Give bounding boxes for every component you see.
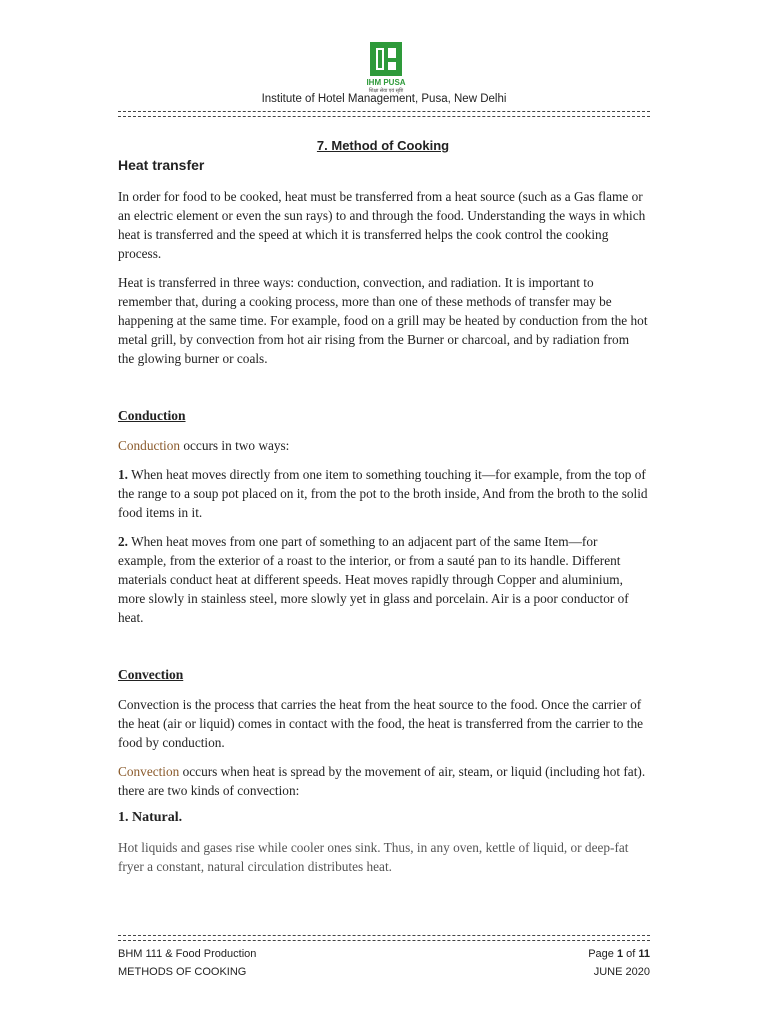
conduction-item-1: 1. When heat moves directly from one item to something touching it—for example, from the top of the range to a soup pot placed on it, from the pot to the broth inside, And from the broth to the solid food items in it.	[118, 467, 648, 520]
heat-transfer-heading: Heat transfer	[118, 157, 205, 173]
convection-paragraph-2: Convection occurs when heat is spread by the movement of air, steam, or liquid (including hot fat). there are two kinds of convection:	[118, 764, 646, 798]
conduction-item-2: 2. When heat moves from one part of something to an adjacent part of the same Item—for example, from the exterior of a roast to the interior, or from a sauté pan to its handle. Different materials conduct heat at different speeds. Heat moves rapidly through Copper and aluminium, more slowly in stainless steel, more slowly yet in glass and porcelain. Air is a poor conductor of heat.	[118, 534, 629, 625]
conduction-heading: Conduction	[118, 408, 186, 423]
logo-subtext: शिक्षा सेवा एवं सृष्टि	[368, 88, 404, 94]
document-title: 7. Method of Cooking	[316, 138, 450, 153]
page-content	[118, 138, 648, 886]
convection-paragraph-1: Convection is the process that carries the heat from the heat source to the food. Once the carrier of the heat (air or liquid) comes in contact with the food, the heat is transferred from the carrier to the food by conduction.	[118, 697, 644, 750]
institute-name: Institute of Hotel Management, Pusa, New Delhi	[261, 93, 507, 105]
heat-transfer-paragraph-2: Heat is transferred in three ways: conduction, convection, and radiation. It is important to remember that, during a cooking process, more than one of these methods of transfer may be happening at the same time. For example, food on a grill may be heated by conduction from the hot metal grill, by convection from hot air rising from the Burner or charcoal, and by radiation from the glowing burner or coals.	[118, 275, 648, 366]
heat-transfer-paragraph-1: In order for food to be cooked, heat must be transferred from a heat source (such as a Gas flame or an electric element or even the sun rays) to and through the food. Understanding the ways in which heat is transferred and the speed at which it is transferred helps the cook control the cooking process.	[118, 189, 646, 261]
footer-divider	[118, 935, 650, 941]
footer-subject: METHODS OF COOKING	[118, 966, 247, 978]
convection-term: Convection	[118, 764, 180, 779]
footer-page-number: Page 1 of 11	[588, 948, 650, 960]
footer-course: BHM 111 & Food Production	[118, 948, 257, 960]
natural-convection-text: Hot liquids and gases rise while cooler ones sink. Thus, in any oven, kettle of liquid, or deep-fat fryer a constant, natural circulation distributes heat.	[118, 840, 629, 874]
convection-heading: Convection	[118, 667, 184, 682]
logo-text: IHM PUSA	[366, 78, 406, 87]
conduction-term: Conduction	[118, 438, 181, 453]
footer-date: JUNE 2020	[593, 966, 650, 978]
natural-convection-heading: 1. Natural.	[118, 810, 183, 825]
conduction-intro: Conduction occurs in two ways:	[118, 438, 290, 453]
header-divider	[118, 111, 650, 117]
